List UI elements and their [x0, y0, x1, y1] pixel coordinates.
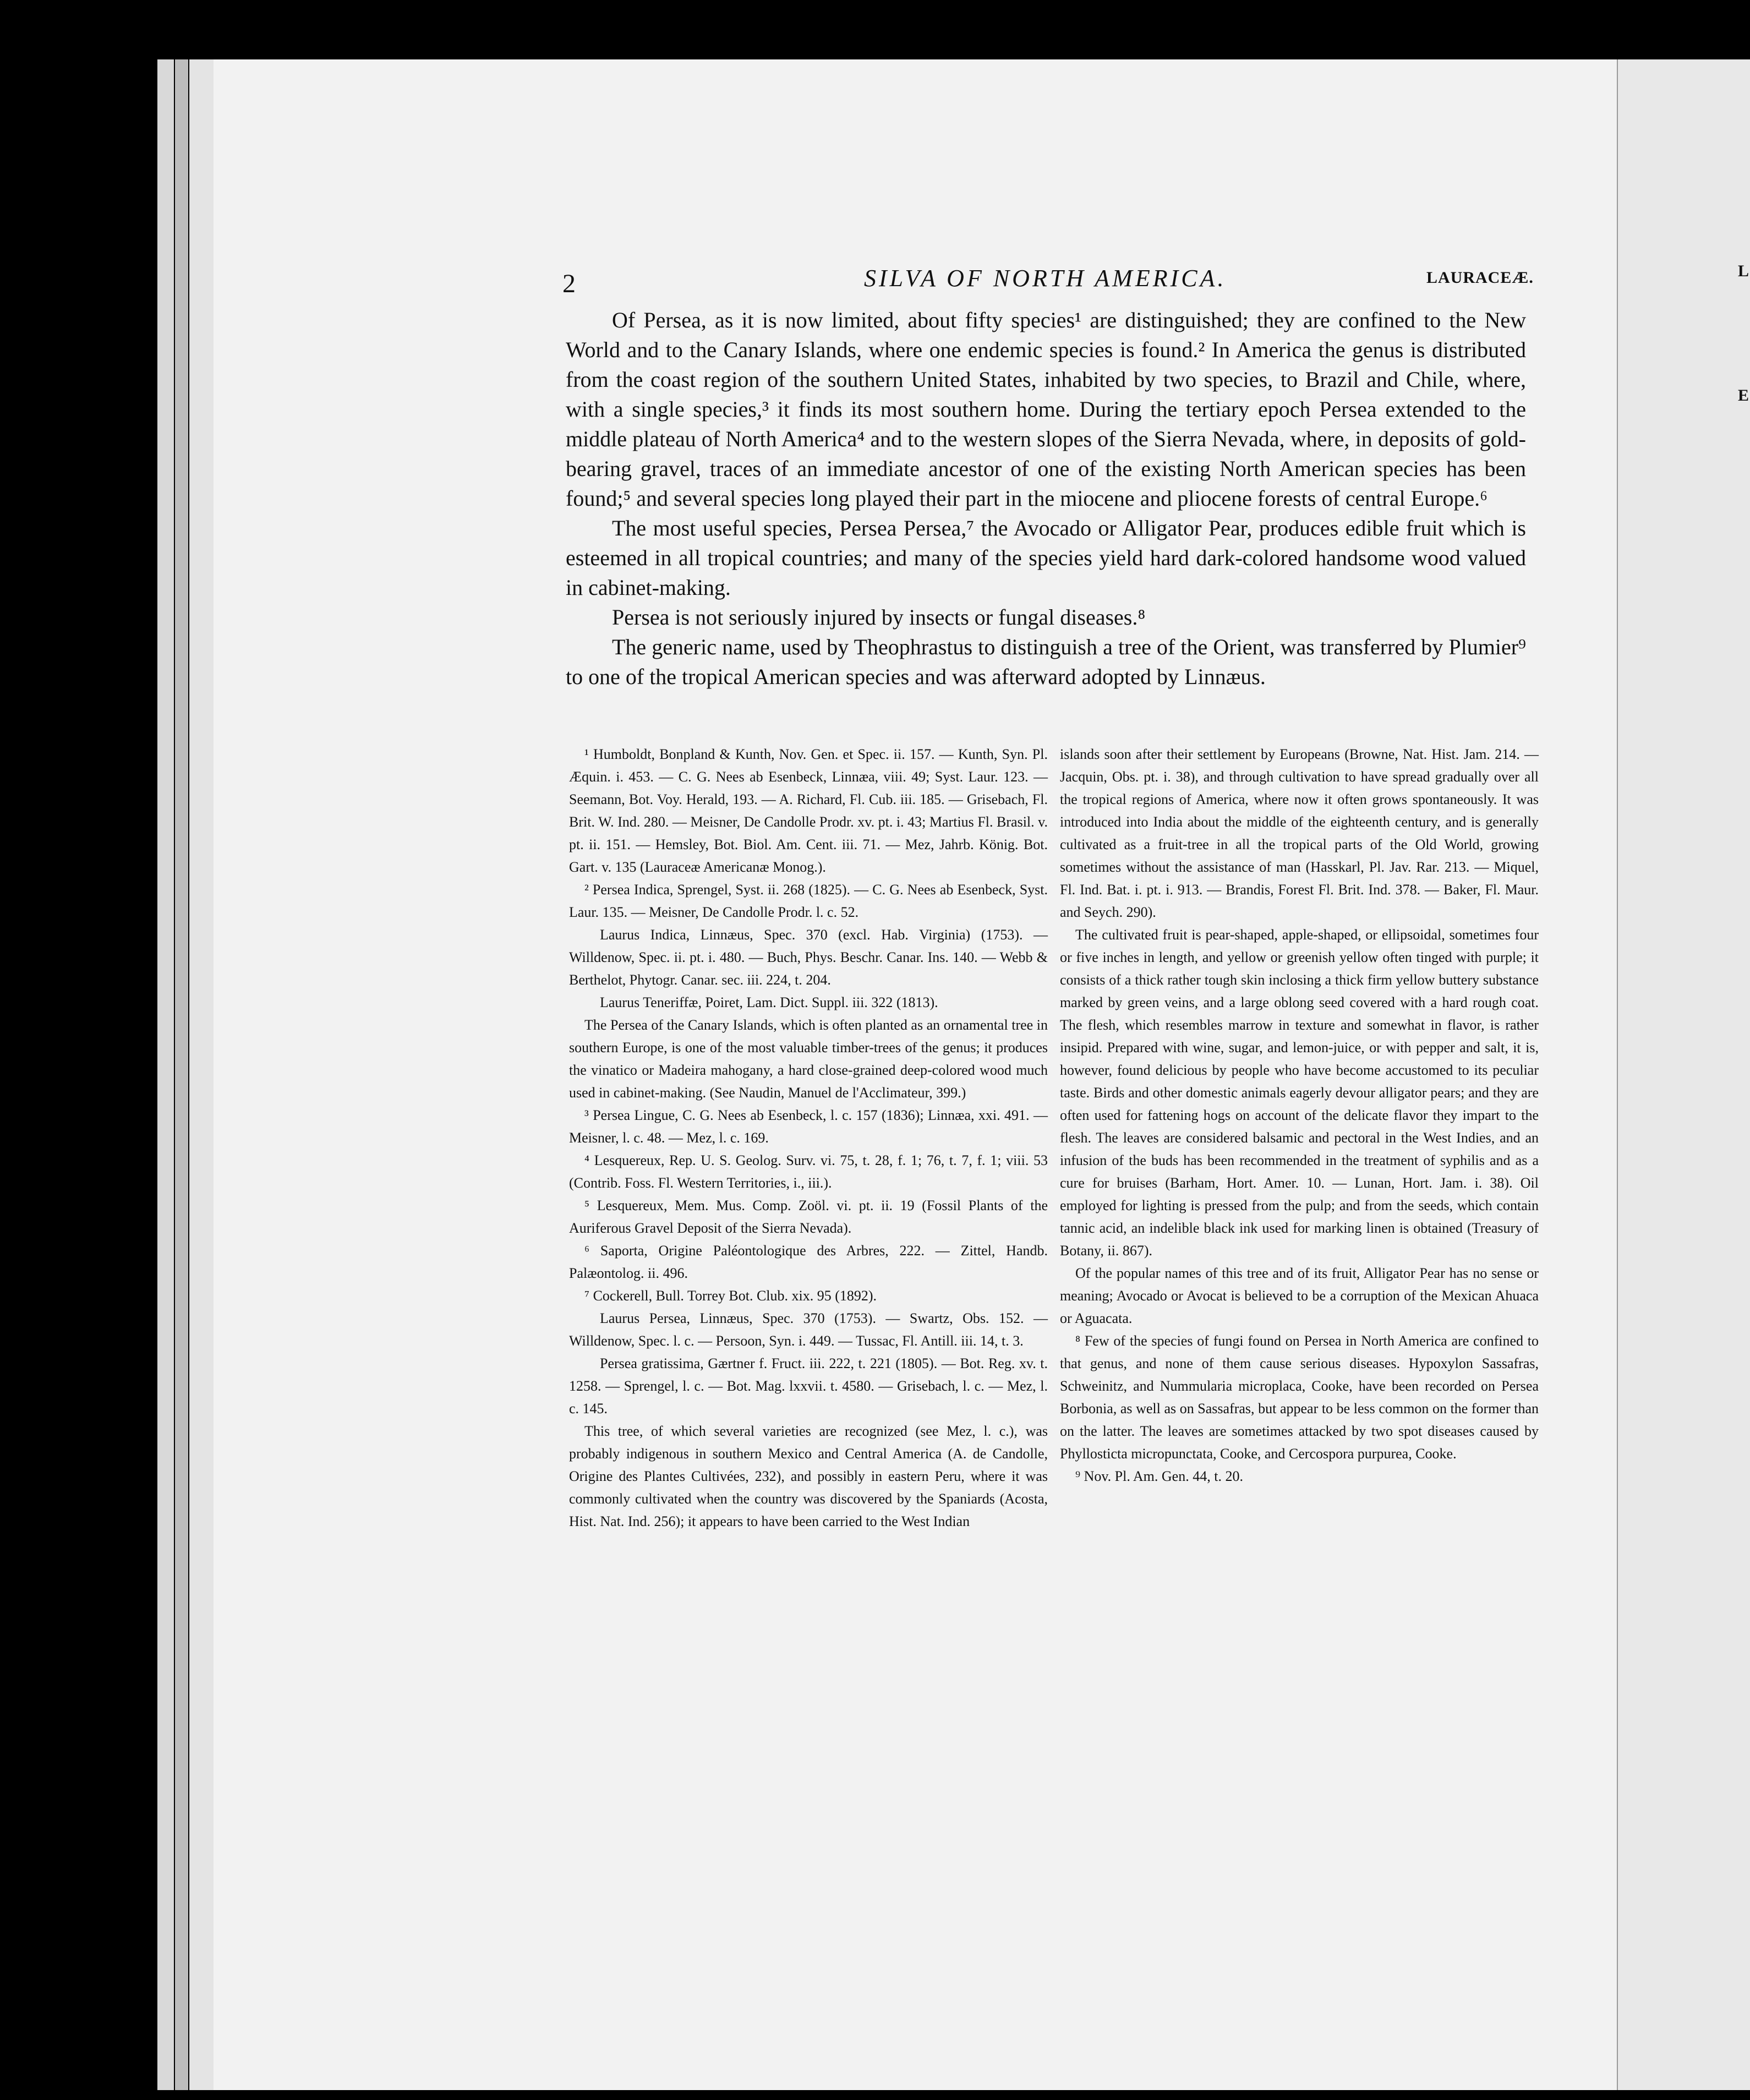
- footnote: ⁴ Lesquereux, Rep. U. S. Geolog. Surv. vi. 75, t. 28, f. 1; 76, t. 7, f. 1; viii. 53 (Contrib. Foss. Fl. Western Territories, i., iii.).: [569, 1152, 1048, 1191]
- footnote: Persea gratissima, Gærtner f. Fruct. iii. 222, t. 221 (1805). — Bot. Reg. xv. t. 1258. — Sprengel, l. c. — Bot. Mag. lxxvii. t. 4580. — Grisebach, l. c. — Mez, l. c. 145.: [569, 1355, 1048, 1417]
- footnote: Laurus Teneriffæ, Poiret, Lam. Dict. Suppl. iii. 322 (1813).: [600, 994, 938, 1010]
- book-gutter: [157, 59, 174, 2090]
- book-gutter-shadow: [175, 59, 188, 2090]
- footnote: ³ Persea Lingue, C. G. Nees ab Esenbeck, l. c. 157 (1836); Linnæa, xxi. 491. — Meisner, l. c. 48. — Mez, l. c. 169.: [569, 1107, 1048, 1146]
- page-number: 2: [562, 269, 576, 298]
- footnote: This tree, of which several varieties are recognized (see Mez, l. c.), was probably indigenous in southern Mexico and Central America (A. de Candolle, Origine des Plantes Cultivées, 232), and possibly in eastern Peru, where it was commonly cultivated when the country was discovered by the Spaniards (Acosta, Hist. Nat. Ind. 256); it appears to have been carried to the West Indian: [569, 1423, 1048, 1529]
- footnote: ⁷ Cockerell, Bull. Torrey Bot. Club. xix. 95 (1892).: [584, 1288, 877, 1304]
- footnotes-right-column: [1060, 743, 1539, 1488]
- footnote: ⁶ Saporta, Origine Paléontologique des Arbres, 222. — Zittel, Handb. Palæontolog. ii. 496.: [569, 1243, 1048, 1281]
- footnote: ¹ Humboldt, Bonpland & Kunth, Nov. Gen. et Spec. ii. 157. — Kunth, Syn. Pl. Æquin. i. 453. — C. G. Nees ab Esenbeck, Linnæa, viii. 49; Syst. Laur. 123. — Seemann, Bot. Voy. Herald, 193. — A. Richard, Fl. Cub. iii. 185. — Grisebach, Fl. Brit. W. Ind. 280. — Meisner, De Candolle Prodr. xv. pt. i. 43; Martius Fl. Brasil. v. pt. ii. 151. — Hemsley, Bot. Biol. Am. Cent. iii. 71. — Mez, Jahrb. König. Bot. Gart. v. 135 (Lauraceæ Americanæ Monog.).: [569, 746, 1048, 875]
- footnote: Laurus Persea, Linnæus, Spec. 370 (1753). — Swartz, Obs. 152. — Willdenow, Spec. l. c. — Persoon, Syn. i. 449. — Tussac, Fl. Antill. iii. 14, t. 3.: [569, 1310, 1048, 1349]
- paragraph: The most useful species, Persea Persea,⁷ the Avocado or Alligator Pear, produces edible fruit which is esteemed in all tropical countries; and many of the species yield hard dark-colored handsome wood valued in cabinet-making.: [566, 516, 1526, 600]
- footnote: The cultivated fruit is pear-shaped, apple-shaped, or ellipsoidal, sometimes four or five inches in length, and yellow or greenish yellow often tinged with purple; it consists of a thick rather tough skin inclosing a thick firm yellow buttery substance marked by green veins, and a large oblong seed covered with a hard rough coat. The flesh, which resembles marrow in texture and somewhat in flavor, is rather insipid. Prepared with wine, sugar, and lemon-juice, or with pepper and salt, it is, however, found delicious by people who have become accustomed to its peculiar taste. Birds and other domestic animals eagerly devour alligator pears; and they are often used for fattening hogs on account of the delicate flavor they impart to the flesh. The leaves are considered balsamic and pectoral in the West Indies, and an infusion of the buds has been recommended in the treatment of syphilis and as a cure for bruises (Barham, Hort. Amer. 10. — Lunan, Hort. Jam. i. 38). Oil employed for lighting is pressed from the pulp; and from the seeds, which contain tannic acid, an indelible black ink used for marking linen is obtained (Treasury of Botany, ii. 867).: [1060, 927, 1539, 1259]
- paragraph: Persea is not seriously injured by insects or fungal diseases.⁸: [612, 605, 1146, 630]
- next-page-edge: [1618, 59, 1750, 2090]
- footnotes-left-column: [569, 743, 1048, 1533]
- section-title: LAURACEÆ.: [1426, 269, 1534, 287]
- footnote: Laurus Indica, Linnæus, Spec. 370 (excl. Hab. Virginia) (1753). — Willdenow, Spec. ii. pt. i. 480. — Buch, Phys. Beschr. Canar. Ins. 140. — Webb & Berthelot, Phytogr. Canar. sec. iii. 224, t. 204.: [569, 927, 1048, 988]
- page-edge: [189, 59, 214, 2090]
- footnote: islands soon after their settlement by Europeans (Browne, Nat. Hist. Jam. 214. — Jacquin, Obs. pt. i. 38), and through cultivation to have spread gradually over all the tropical regions of America, where now it often grows spontaneously. It was introduced into India about the middle of the eighteenth century, and is generally cultivated as a fruit-tree in all the tropical parts of the Old World, growing sometimes without the assistance of man (Hasskarl, Pl. Jav. Rar. 213. — Miquel, Fl. Ind. Bat. i. pt. i. 913. — Brandis, Forest Fl. Brit. Ind. 378. — Baker, Fl. Maur. and Seych. 290).: [1060, 746, 1539, 920]
- main-text: [566, 305, 1526, 692]
- footnote: The Persea of the Canary Islands, which is often planted as an ornamental tree in southern Europe, is one of the most valuable timber-trees of the genus; it produces the vinatico or Madeira mahogany, a hard close-grained deep-colored wood much used in cabinet-making. (See Naudin, Manuel de l'Acclimateur, 399.): [569, 1017, 1048, 1101]
- footnote: ⁹ Nov. Pl. Am. Gen. 44, t. 20.: [1075, 1468, 1243, 1484]
- footnote: Of the popular names of this tree and of its fruit, Alligator Pear has no sense or meaning; Avocado or Avocat is believed to be a corruption of the Mexican Ahuaca or Aguacata.: [1060, 1265, 1539, 1326]
- footnote: ² Persea Indica, Sprengel, Syst. ii. 268 (1825). — C. G. Nees ab Esenbeck, Syst. Laur. 135. — Meisner, De Candolle Prodr. l. c. 52.: [569, 882, 1048, 920]
- running-title: SILVA OF NORTH AMERICA.: [864, 265, 1227, 292]
- footnote: ⁸ Few of the species of fungi found on Persea in North America are confined to that genus, and none of them cause serious diseases. Hypoxylon Sassafras, Schweinitz, and Nummularia microplaca, Cooke, have been recorded on Persea Borbonia, as well as on Sassafras, but appear to be less common on the former than on the latter. The leaves are sometimes attacked by two spot diseases caused by Phyllosticta micropunctata, Cooke, and Cercospora purpurea, Cooke.: [1060, 1333, 1539, 1462]
- paragraph: The generic name, used by Theophrastus to distinguish a tree of the Orient, was transferred by Plumier⁹ to one of the tropical American species and was afterward adopted by Linnæus.: [566, 635, 1526, 689]
- next-page-letter-top: L: [1738, 262, 1749, 280]
- next-page-letter-lower: E: [1738, 386, 1749, 404]
- paragraph: Of Persea, as it is now limited, about fifty species¹ are distinguished; they are confined to the New World and to the Canary Islands, where one endemic species is found.² In America the genus is distributed from the coast region of the southern United States, inhabited by two species, to Brazil and Chile, where, with a single species,³ it finds its most southern home. During the tertiary epoch Persea extended to the middle plateau of North America⁴ and to the western slopes of the Sierra Nevada, where, in deposits of gold-bearing gravel, traces of an immediate ancestor of one of the existing North American species has been found;⁵ and several species long played their part in the miocene and pliocene forests of central Europe.⁶: [566, 308, 1526, 511]
- footnote: ⁵ Lesquereux, Mem. Mus. Comp. Zoöl. vi. pt. ii. 19 (Fossil Plants of the Auriferous Gravel Deposit of the Sierra Nevada).: [569, 1197, 1048, 1236]
